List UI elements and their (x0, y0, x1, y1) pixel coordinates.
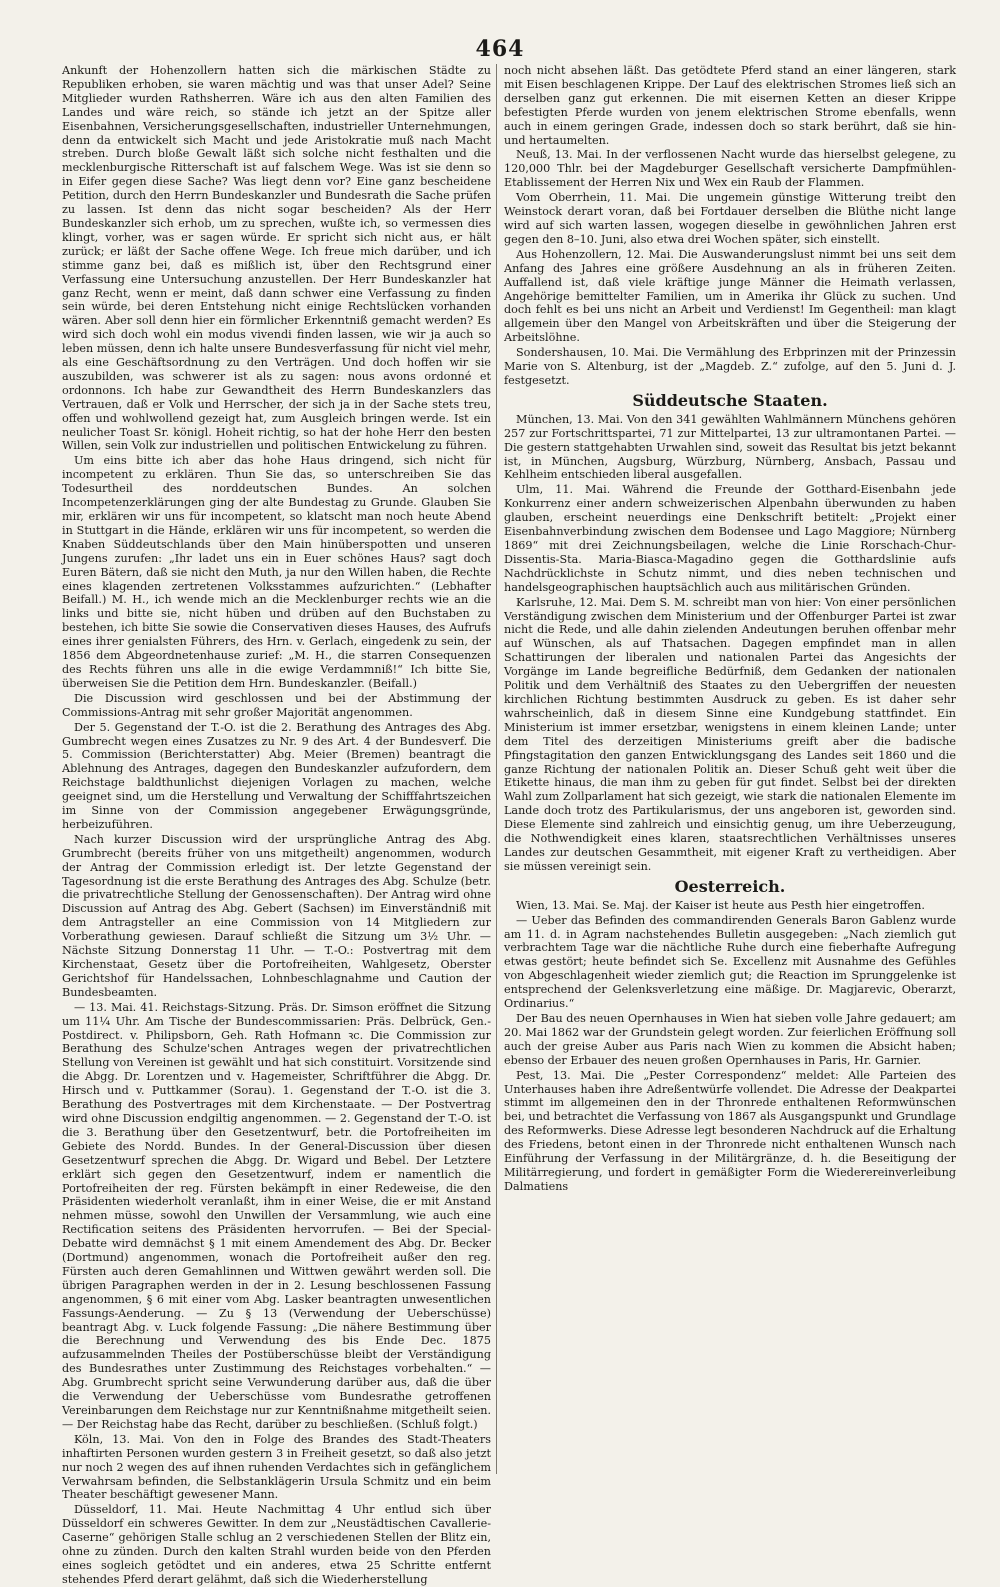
news-item-neuss: Neuß, 13. Mai. In der verflossenen Nacht wurde das hierselbst gelegene, zu 120,000 Thlr. bei der Magdeburger Gesellschaft versicherte Dampfmühlen-Etablissement der Herren Nix und Wex ein Raub der Flammen. (504, 148, 956, 190)
article-paragraph: Ankunft der Hohenzollern hatten sich die märkischen Städte zu Republiken erhoben, sie waren mächtig und was that unser Adel? Seine Mitglieder wurden Rathsherren. Wäre ich aus den alten Familien des Landes und wäre reich, so stände ich jetzt an der Spitze aller Eisenbahnen, Versicherungsgesellschaften, industrieller Unternehmungen, denn da entwickelt sich Macht und jede Aristokratie muß nach Macht streben. Durch bloße Gewalt läßt sich solche nicht festhalten und die mecklenburgische Ritterschaft ist auf falschem Wege. Was ist sie denn so in Eifer gegen diese Sache? Was liegt denn vor? Eine ganz bescheidene Petition, durch den Herrn Bundeskanzler und Bundesrath die Sache prüfen zu lassen. Ist denn das nicht sogar bescheiden? Als der Herr Bundeskanzler sich erhob, um zu sprechen, wußte ich, so vermessen dies klingt, vorher, was er sagen würde. Er spricht sich nicht aus, er hält zurück; er läßt der Sache offene Wege. Ich freue mich darüber, und ich stimme ganz bei, daß es mißlich ist, über den Rechtsgrund einer Verfassung eine Untersuchung anzustellen. Der Herr Bundeskanzler hat ganz Recht, wenn er meint, daß dann schwer eine Verfassung zu finden sein würde, bei deren Entstehung nicht einige Rechtslücken vorhanden wären. Aber soll denn hier ein förmlicher Erkenntniß gemacht werden? Es wird sich doch wohl ein modus vivendi finden lassen, wie wir ja auch so leben müssen, denn ich halte unsere Bundesverfassung für nicht viel mehr, als eine Geschäftsordnung zu den Verträgen. Und doch hoffen wir sie auszubilden, was schwerer ist als zu sagen: nous avons ordonné et ordonnons. Ich habe zur Gewandtheit des Herrn Bundeskanzlers das Vertrauen, daß er Volk und Herrscher, der sich ja in der Sache stets treu, offen und wohlwollend gezeigt hat, zum Ausgleich bringen werde. Ist ein neulicher Toast Sr. königl. Hoheit richtig, so hat der hohe Herr den besten Willen, sein Volk zur industriellen und politischen Entwickelung zu führen. (62, 64, 491, 453)
right-column (504, 64, 956, 1474)
article-paragraph: — 13. Mai. 41. Reichstags-Sitzung. Präs. Dr. Simson eröffnet die Sitzung um 11¼ Uhr. Am Tische der Bundescommissarien: Präs. Delbrück, Gen.-Postdirect. v. Philipsborn, Geh. Rath Hofmann ꝛc. Die Commission zur Berathung des Schulze'schen Antrages wegen der privatrechtlichen Stellung von Vereinen ist gewählt und hat sich constituirt. Vorsitzende sind die Abgg. Dr. Lorentzen und v. Hagemeister, Schriftführer die Abgg. Dr. Hirsch und v. Puttkammer (Sorau). 1. Gegenstand der T.-O. ist die 3. Berathung des Postvertrages mit dem Kirchenstaate. — Der Postvertrag wird ohne Discussion endgiltig angenommen. — 2. Gegenstand der T.-O. ist die 3. Berathung über den Gesetzentwurf, betr. die Portofreiheiten im Gebiete des Nordd. Bundes. In der General-Discussion über diesen Gesetzentwurf sprechen die Abgg. Dr. Wigard und Bebel. Der Letztere erklärt sich gegen den Gesetzentwurf, indem er namentlich die Portofreiheiten der reg. Fürsten bekämpft in einer Redeweise, die den Präsidenten wiederholt veranlaßt, ihm in einer Weise, die er mit Anstand nehmen müsse, sowohl den Unwillen der Versammlung, wie auch eine Rectification seitens des Präsidenten hervorrufen. — Bei der Special-Debatte wird demnächst § 1 mit einem Amendement des Abg. Dr. Becker (Dortmund) angenommen, wonach die Portofreiheit außer den reg. Fürsten auch deren Gemahlinnen und Wittwen gewährt werden soll. Die übrigen Paragraphen werden in der in 2. Lesung beschlossenen Fassung angenommen, § 6 mit einer vom Abg. Lasker beantragten unwesentlichen Fassungs-Aenderung. — Zu § 13 (Verwendung der Ueberschüsse) beantragt Abg. v. Luck folgende Fassung: „Die nähere Bestimmung über die Berechnung und Verwendung des bis Ende Dec. 1875 aufzusammelnden Theiles der Postüberschüsse bleibt der Verständigung des Bundesrathes unter Zustimmung des Reichstages vorbehalten.“ — Abg. Grumbrecht spricht seine Verwunderung darüber aus, daß die über die Verwendung der Ueberschüsse vom Bundesrathe getroffenen Vereinbarungen dem Reichstage nur zur Kenntnißnahme mitgetheilt seien. — Der Reichstag habe das Recht, darüber zu beschließen. (Schluß folgt.) (62, 1000, 491, 1431)
article-paragraph: noch nicht absehen läßt. Das getödtete Pferd stand an einer längeren, stark mit Eisen beschlagenen Krippe. Der Lauf des elektrischen Stromes ließ sich an derselben ganz gut erkennen. Die mit eisernen Ketten an dieser Krippe befestigten Pferde wurden von jenem elektrischen Strome ebenfalls, wenn auch in einem geringen Grade, indessen doch so stark berührt, daß sie hin- und hertaumelten. (504, 64, 956, 147)
article-paragraph: Die Discussion wird geschlossen und bei der Abstimmung der Commissions-Antrag mit sehr großer Majorität angenommen. (62, 691, 491, 719)
news-item-pest: Pest, 13. Mai. Die „Pester Correspondenz“ meldet: Alle Parteien des Unterhauses haben ihre Adreßentwürfe vollendet. Die Adresse der Deakpartei stimmt im allgemeinen den in der Thronrede enthaltenen Reformwünschen bei, und betrachtet die Verfassung von 1867 als Ausgangspunkt und Grundlage des Reformwerks. Diese Adresse legt besonderen Nachdruck auf die Erhaltung des Friedens, betont einen in der Thronrede nicht enthaltenen Wunsch nach Einführung der Verfassung in der Militärgränze, d. h. die Beseitigung der Militärregierung, und fordert in gemäßigter Form die Wiederereinverleibung Dalmatiens (504, 1068, 956, 1193)
news-item-oberrhein: Vom Oberrhein, 11. Mai. Die ungemein günstige Witterung treibt den Weinstock derart voran, daß bei Fortdauer derselben die Blüthe nicht lange wird auf sich warten lassen, wogegen dieselbe in gewöhnlichen Jahren erst gegen den 8–10. Juni, also etwa drei Wochen später, sich einstellt. (504, 191, 956, 246)
news-item-opernhaus: Der Bau des neuen Opernhauses in Wien hat sieben volle Jahre gedauert; am 20. Mai 1862 war der Grundstein gelegt worden. Zur feierlichen Eröffnung soll auch der greise Auber aus Paris nach Wien zu kommen die Absicht haben; ebenso der Erbauer des neuen großen Opernhauses in Paris, Hr. Garnier. (504, 1012, 956, 1067)
news-item-koeln: Köln, 13. Mai. Von den in Folge des Brandes des Stadt-Theaters inhaftirten Personen wurden gestern 3 in Freiheit gesetzt, so daß also jetzt nur noch 2 wegen des auf ihnen ruhenden Verdachtes sich in gefänglichem Verwahrsam befinden, die Selbstanklägerin Ursula Schmitz und ein beim Theater beschäftigt gewesener Mann. (62, 1432, 491, 1502)
news-item-muenchen: München, 13. Mai. Von den 341 gewählten Wahlmännern Münchens gehören 257 zur Fortschrittspartei, 71 zur Mittelpartei, 13 zur ultramontanen Partei. — Die gestern stattgehabten Urwahlen sind, soweit das Resultat bis jetzt bekannt ist, in München, Augsburg, Würzburg, Nürnberg, Ansbach, Passau und Kehlheim entschieden liberal ausgefallen. (504, 412, 956, 482)
news-item-hohenzollern: Aus Hohenzollern, 12. Mai. Die Auswanderungslust nimmt bei uns seit dem Anfang des Jahres eine größere Ausdehnung an als in früheren Zeiten. Auffallend ist, daß viele kräftige junge Männer die Heimath verlassen, Angehörige bemittelter Familien, um in Amerika ihr Glück zu suchen. Und doch fehlt es bei uns nicht an Arbeit und Verdienst! Im Gegentheil: man klagt allgemein über den Mangel von Arbeitskräften und über die Steigerung der Arbeitslöhne. (504, 247, 956, 345)
news-item-sondershausen: Sondershausen, 10. Mai. Die Vermählung des Erbprinzen mit der Prinzessin Marie von S. Altenburg, ist der „Magdeb. Z.“ zufolge, auf den 5. Juni d. J. festgesetzt. (504, 346, 956, 387)
section-heading-sueddeutsche: Süddeutsche Staaten. (632, 390, 828, 410)
article-paragraph: Nach kurzer Discussion wird der ursprüngliche Antrag des Abg. Grumbrecht (bereits früher von uns mitgetheilt) angenommen, wodurch der Antrag der Commission erledigt ist. Der letzte Gegenstand der Tagesordnung ist die erste Berathung des Antrages des Abg. Schulze (betr. die privatrechtliche Stellung der Genossenschaften). Der Antrag wird ohne Discussion auf Antrag des Abg. Gebert (Sachsen) im Einverständniß mit dem Antragsteller an eine Commission von 14 Mitgliedern zur Vorberathung gewiesen. Darauf schließt die Sitzung um 3½ Uhr. — Nächste Sitzung Donnerstag 11 Uhr. — T.-O.: Postvertrag mit dem Kirchenstaat, Gesetz über die Portofreiheiten, Wahlgesetz, Oberster Gerichtshof für Handelssachen, Lohnbeschlagnahme und Caution der Bundesbeamten. (62, 832, 491, 999)
news-item-duesseldorf: Düsseldorf, 11. Mai. Heute Nachmittag 4 Uhr entlud sich über Düsseldorf ein schweres Gewitter. In dem zur „Neustädtischen Cavallerie-Caserne“ gehörigen Stalle schlug an 2 verschiedenen Stellen der Blitz ein, ohne zu zünden. Durch den kalten Strahl wurden beide von den Pferden eines sogleich getödtet und ein anderes, etwa 25 Schritte entfernt stehendes Pferd derart gelähmt, daß sich die Wiederherstellung (62, 1503, 491, 1586)
news-item-wien: Wien, 13. Mai. Se. Maj. der Kaiser ist heute aus Pesth hier eingetroffen. (516, 898, 925, 912)
column-divider (496, 64, 497, 1474)
news-item-karlsruhe: Karlsruhe, 12. Mai. Dem S. M. schreibt man von hier: Von einer persönlichen Verständigung zwischen dem Ministerium und der Offenburger Partei ist zwar nicht die Rede, und alle dahin zielenden Andeutungen beruhen offenbar mehr auf Wünschen, als auf Thatsachen. Dagegen empfindet man in allen Schattirungen der liberalen und nationalen Partei das Angesichts der Vorgänge im Lande begreifliche Bedürfniß, dem Gedanken der nationalen Politik und dem Verhältniß des Staates zu den Uebergriffen der neuesten kirchlichen Richtung bestimmten Ausdruck zu geben. Es ist daher sehr wahrscheinlich, daß in diesem Sinne eine Kundgebung stattfindet. Ein Ministerium ist immer ersetzbar, wenigstens in einem kleinen Lande; unter dem Titel des derzeitigen Ministeriums greift aber die badische Pfingstagitation den ganzen Entwicklungsgang des Landes seit 1860 und die ganze Richtung der nationalen Politik an. Dieser Schuß geht weit über die Etikette hinaus, die man ihm zu geben für gut findet. Selbst bei der direkten Wahl zum Zollparlament hat sich gezeigt, wie stark die nationalen Elemente im Lande doch trotz des Partikularismus, der uns angeboren ist, geworden sind. Diese Elemente sind zahlreich und einsichtig genug, um ihre Ueberzeugung, die Nothwendigkeit eines klaren, staatsrechtlichen Verhältnisses unseres Landes zur deutschen Gesammtheit, mit eigener Kraft zu vertheidigen. Aber sie müssen vereinigt sein. (504, 595, 956, 873)
news-item-ulm: Ulm, 11. Mai. Während die Freunde der Gotthard-Eisenbahn jede Konkurrenz einer andern schweizerischen Alpenbahn überwunden zu haben glauben, erscheint neuerdings eine Denkschrift betitelt: „Projekt einer Eisenbahnverbindung zwischen dem Bodensee und Lago Maggiore; Nürnberg 1869“ mit drei Zeichnungsbeilagen, welche die Linie Rorschach-Chur-Dissentis-Sta. Maria-Biasca-Magadino gegen die Gotthardslinie aufs Nachdrücklichste in Schutz nimmt, und dies neben technischen und handelsgeographischen hauptsächlich auch aus militärischen Gründen. (504, 483, 956, 594)
article-paragraph: Um eins bitte ich aber das hohe Haus dringend, sich nicht für incompetent zu erklären. Thun Sie das, so unterschreiben Sie das Todesurtheil des norddeutschen Bundes. An solchen Incompetenzerklärungen ging der alte Bundestag zu Grunde. Glauben Sie mir, erklären wir uns für incompetent, so klatscht man noch heute Abend in Stuttgart in die Hände, erklären wir uns für incompetent, so werden die Knaben Süddeutschlands über den Main hinüberspotten und unseren Jungens zurufen: „Ihr ladet uns ein in Euer schönes Haus? sagt doch Euren Bätern, daß sie nicht den Muth, ja nur den Willen haben, die Rechte eines klagenden zertretenen Volksstammes aufzurichten.“ (Lebhafter Beifall.) M. H., ich wende mich an die Mecklenburger rechts wie an die links und bitte sie, nicht hüben und drüben auf den Buchstaben zu bestehen, ich bitte Sie sowie die Conservativen dieses Hauses, des Aufrufs eines ihrer genialsten Führers, des Hrn. v. Gerlach, eingedenk zu sein, der 1856 dem Abgeordnetenhause zurief: „M. H., die starren Consequenzen des Rechts führen uns alle in die ewige Verdammniß!“ Ich bitte Sie, überweisen Sie die Petition dem Hrn. Bundeskanzler. (Beifall.) (62, 454, 491, 690)
page-number: 464 (475, 36, 525, 62)
article-paragraph: Der 5. Gegenstand der T.-O. ist die 2. Berathung des Antrages des Abg. Gumbrecht wegen eines Zusatzes zu Nr. 9 des Art. 4 der Bundesverf. Die 5. Commission (Berichterstatter) Abg. Meier (Bremen) beantragt die Ablehnung des Antrages, dagegen den Bundeskanzler aufzufordern, dem Reichstage baldthunlichst diejenigen Vorlagen zu machen, welche geeignet sind, um die Herstellung und Verwaltung der Schifffahrtszeichen im Sinne von der Commission angegebener Erwägungsgründe, herbeizuführen. (62, 720, 491, 831)
news-item-gablenz: — Ueber das Befinden des commandirenden Generals Baron Gablenz wurde am 11. d. in Agram nachstehendes Bulletin ausgegeben: „Nach ziemlich gut verbrachtem Tage war die nächtliche Ruhe durch eine fieberhafte Aufregung etwas gestört; heute befindet sich Se. Excellenz mit Ausnahme des Gefühles von Abgeschlagenheit wieder ziemlich gut; die Reaction im Sprunggelenke ist entsprechend der Gelenksverletzung eine mäßige. Dr. Magjarevic, Oberarzt, Ordinarius.“ (504, 913, 956, 1011)
left-column (62, 64, 491, 1586)
section-heading-oesterreich: Oesterreich. (674, 876, 786, 896)
